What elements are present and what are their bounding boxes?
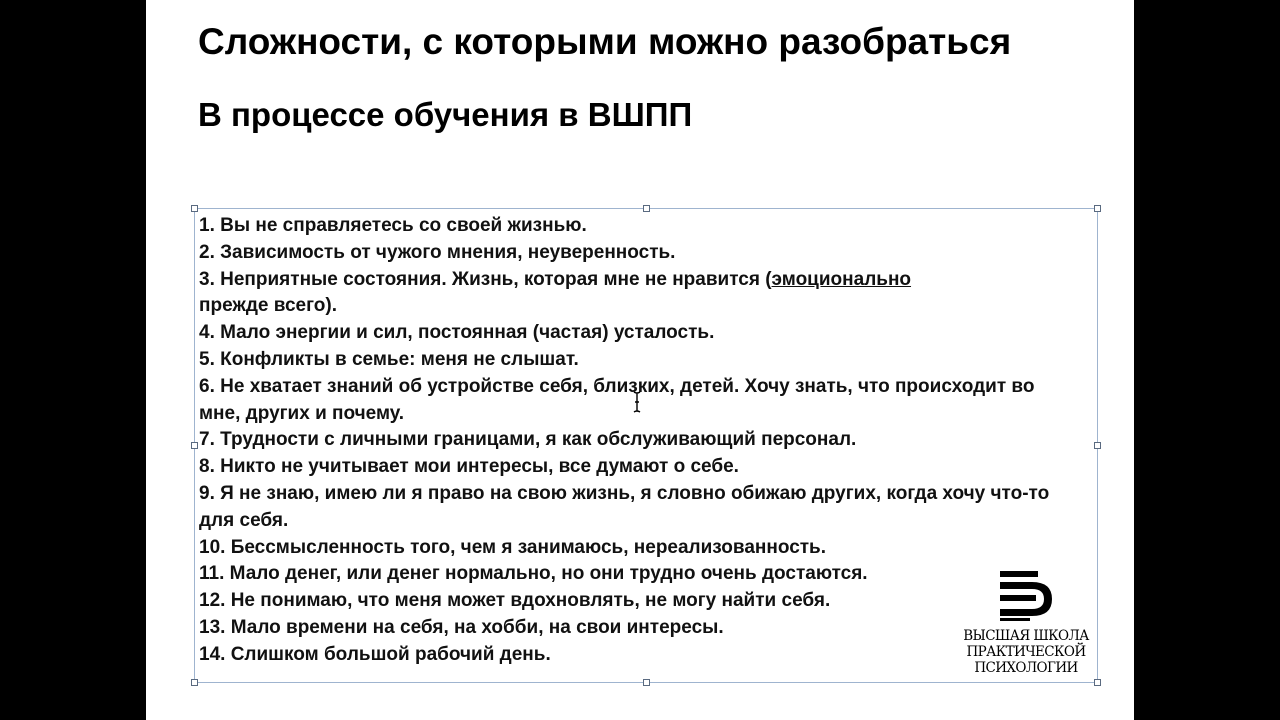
list-item: 5. Конфликты в семье: меня не слышат. [199,348,579,370]
school-logo-text: ВЫСШАЯ ШКОЛА ПРАКТИЧЕСКОЙ ПСИХОЛОГИИ [963,628,1089,676]
list-item: 9. Я не знаю, имею ли я право на свою жизнь, я словно обижаю других, когда хочу что-то для себя. [199,482,1050,531]
difficulties-list[interactable] [199,213,1059,669]
list-item: 4. Мало энергии и сил, постоянная (частая) усталость. [199,322,715,344]
school-logo-icon [998,570,1056,622]
slide-subtitle: В процессе обучения в ВШПП [198,96,693,133]
resize-handle-top-left[interactable] [191,205,198,212]
list-item: 7. Трудности с личными границами, я как обслуживающий персонал. [199,429,857,451]
list-item: 14. Слишком большой рабочий день. [199,643,551,665]
resize-handle-middle-left[interactable] [191,442,198,449]
list-item: 11. Мало денег, или денег нормально, но они трудно очень достаются. [199,563,868,585]
resize-handle-top-right[interactable] [1094,205,1101,212]
resize-handle-bottom-center[interactable] [643,679,650,686]
resize-handle-middle-right[interactable] [1094,442,1101,449]
school-logo [956,570,1096,680]
slide [146,0,1134,720]
list-item-text: 3. Неприятные состояния. Жизнь, которая мне не нравится ( [199,268,772,290]
underlined-word: эмоционально [771,268,912,290]
list-item: 8. Никто не учитывает мои интересы, все думают о себе. [199,456,739,478]
list-item: 13. Мало времени на себя, на хобби, на свои интересы. [199,616,724,638]
text-cursor-icon [632,391,642,413]
list-item-text: прежде всего). [199,295,337,317]
list-item: 1. Вы не справляетесь со своей жизнью. [199,215,587,236]
list-item: 2. Зависимость от чужого мнения, неуверенность. [199,241,676,263]
list-item: 10. Бессмысленность того, чем я занимаюсь, нереализованность. [199,536,827,558]
list-item [199,267,1059,321]
resize-handle-bottom-right[interactable] [1094,679,1101,686]
list-item: 6. Не хватает знаний об устройстве себя, близких, детей. Хочу знать, что происходит во мне, других и почему. [199,375,1035,424]
slide-title: Сложности, с которыми можно разобраться [198,21,1012,62]
list-item: 12. Не понимаю, что меня может вдохновлять, не могу найти себя. [199,590,831,612]
resize-handle-top-center[interactable] [643,205,650,212]
resize-handle-bottom-left[interactable] [191,679,198,686]
